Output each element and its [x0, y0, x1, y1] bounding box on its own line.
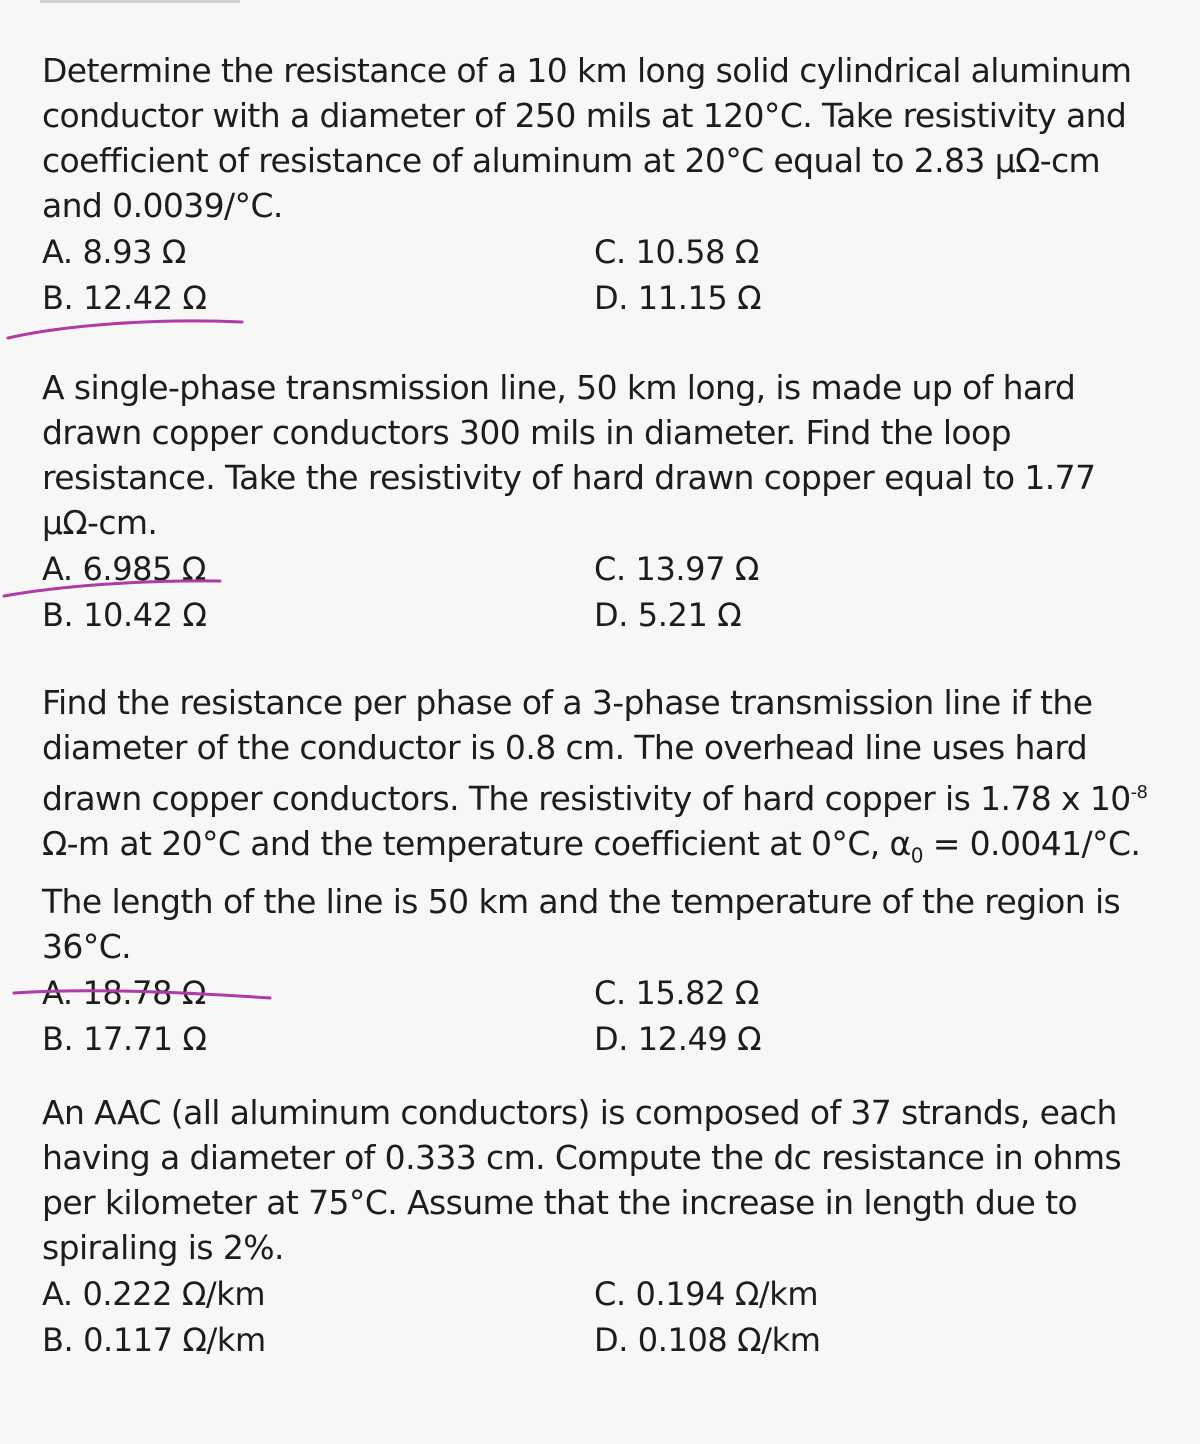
- question-1-stem: Determine the resistance of a 10 km long solid cylindrical aluminum conductor with a diameter of 250 mils at 120°C. Take resistivity and coefficient of resistance of aluminum at 20°C equal to 2.83 μΩ-cm and 0.0039/°C.: [42, 51, 1132, 225]
- question-2-option-a[interactable]: A. 6.985 Ω: [42, 550, 206, 588]
- question-3-option-c[interactable]: C. 15.82 Ω: [594, 973, 759, 1012]
- question-3-stem-part-2: Ω-m at 20°C and the temperature coefficient at 0°C, α: [42, 824, 911, 863]
- question-1-option-b[interactable]: B. 12.42 Ω: [42, 279, 207, 317]
- question-2-stem: A single-phase transmission line, 50 km long, is made up of hard drawn copper conductors 300 mils in diameter. Find the loop resistance. Take the resistivity of hard drawn copper equal to 1.77 μΩ-cm.: [42, 368, 1096, 542]
- question-3-stem-part-1: Find the resistance per phase of a 3-phase transmission line if the diameter of the conductor is 0.8 cm. The overhead line uses hard drawn copper conductors. The resistivity of hard copper is 1.78 x 10: [42, 683, 1131, 818]
- question-2-option-d[interactable]: D. 5.21 Ω: [594, 596, 742, 634]
- question-3-stem-part-3: = 0.0041/°C. The length of the line is 50 km and the temperature of the region is 36°C.: [42, 824, 1141, 966]
- question-1-option-c[interactable]: C. 10.58 Ω: [594, 233, 759, 271]
- question-3-option-a[interactable]: A. 18.78 Ω: [42, 973, 206, 1012]
- question-4-option-c[interactable]: C. 0.194 Ω/km: [594, 1275, 819, 1313]
- question-4-options: [42, 1272, 1152, 1364]
- question-3-exponent: -8: [1130, 782, 1148, 803]
- question-1-options: [42, 230, 1152, 322]
- question-3-options: [42, 971, 1152, 1063]
- question-1-option-d[interactable]: D. 11.15 Ω: [594, 279, 762, 317]
- question-3-option-d[interactable]: D. 12.49 Ω: [594, 1019, 762, 1058]
- question-2-option-c[interactable]: C. 13.97 Ω: [594, 550, 759, 588]
- question-3-stem: [42, 680, 1152, 969]
- question-4: [42, 1090, 1152, 1364]
- question-3: [42, 680, 1152, 1063]
- question-4-option-b[interactable]: B. 0.117 Ω/km: [42, 1321, 266, 1359]
- question-4-option-d[interactable]: D. 0.108 Ω/km: [594, 1321, 821, 1359]
- question-2-option-b[interactable]: B. 10.42 Ω: [42, 596, 207, 634]
- question-3-option-b[interactable]: B. 17.71 Ω: [42, 1019, 207, 1058]
- question-4-option-a[interactable]: A. 0.222 Ω/km: [42, 1275, 266, 1313]
- question-1: [42, 48, 1152, 322]
- question-1-option-a[interactable]: A. 8.93 Ω: [42, 233, 186, 271]
- question-4-stem: An AAC (all aluminum conductors) is composed of 37 strands, each having a diameter of 0.333 cm. Compute the dc resistance in ohms per kilometer at 75°C. Assume that the increase in length due to spiraling is 2%.: [42, 1093, 1122, 1267]
- cropped-header-line: [40, 0, 240, 3]
- question-3-subscript: 0: [910, 843, 923, 868]
- pen-underline-question-1: [8, 321, 242, 338]
- question-2-options: [42, 547, 1152, 639]
- question-2: [42, 365, 1152, 639]
